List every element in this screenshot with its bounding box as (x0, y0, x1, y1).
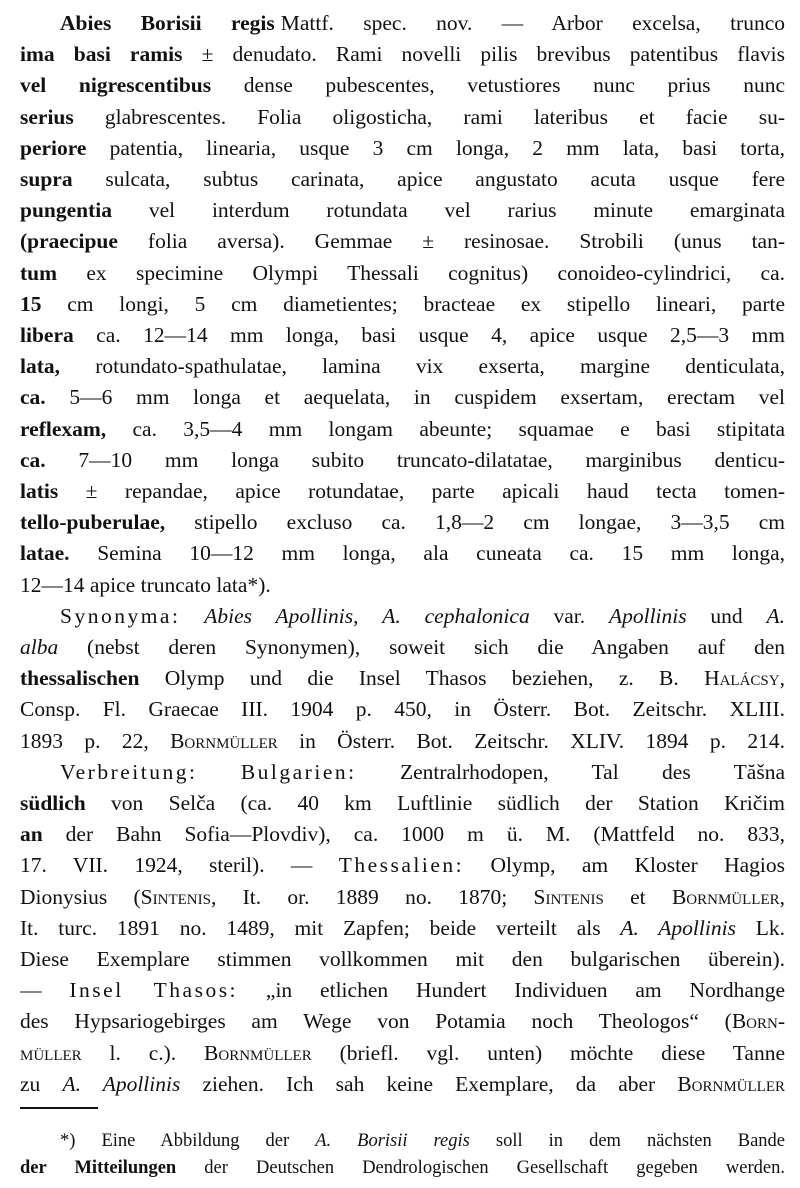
text-segment: tello-puberulae, (20, 510, 166, 535)
text-segment: patentia, linearia, usque 3 cm longa, 2 mm lata, basi torta, (86, 135, 785, 160)
text-line (20, 570, 785, 600)
text-segment: It. turc. 1891 no. 1489, mit Zapfen; beide verteilt als (20, 915, 621, 940)
text-line (20, 507, 785, 537)
text-segment: der Bahn Sofia—Plovdiv), ca. 1000 m ü. M. (Mattfeld no. 833, (42, 822, 785, 847)
text-segment: Insel Thasos: (69, 978, 239, 1003)
text-segment: ca. 3,5—4 mm longam abeunte; squamae e basi stipitata (106, 416, 785, 441)
text-line (20, 195, 785, 225)
text-segment: A. (766, 603, 785, 628)
text-segment: A. Apollinis (620, 915, 736, 940)
text-segment: A. Apollinis (62, 1071, 181, 1096)
text-segment: latis (20, 479, 59, 503)
text-line (20, 1038, 785, 1068)
text-segment: Bulgarien: (240, 759, 357, 784)
text-line (20, 445, 785, 475)
text-segment: ex specimine Olympi Thessali cognitus) conoideo-cylindrici, ca. (57, 260, 785, 285)
text-line (20, 39, 785, 69)
text-segment: serius (20, 104, 74, 129)
text-segment: Abies Apollinis (204, 603, 354, 628)
text-line (60, 8, 785, 38)
text-segment: thessalischen (20, 666, 140, 691)
text-segment: rotundato-spathulatae, lamina vix exserta, margine denticulata, (60, 354, 785, 379)
text-segment: in Österr. Bot. Zeitschr. XLIV. 1894 p. 214. (277, 728, 785, 753)
text-segment: der Mitteilungen (20, 1158, 177, 1178)
text-segment: l. c.). (81, 1040, 205, 1065)
text-line (20, 663, 785, 693)
text-segment: Semina 10—12 mm longa, ala cuneata ca. 15 mm longa, (69, 541, 785, 566)
text-segment: Abies Borisii regis (60, 11, 275, 35)
text-segment: zu (20, 1071, 63, 1096)
text-segment (197, 760, 240, 784)
text-segment: Synonyma: (60, 603, 181, 628)
text-segment: ± repandae, apice rotundatae, parte apicali haud tecta tomen- (58, 479, 785, 503)
text-segment: Lk. (735, 915, 785, 940)
text-segment: Consp. Fl. Graecae III. 1904 p. 450, in Österr. Bot. Zeitschr. XLIII. (20, 697, 785, 722)
footnote-line (60, 1128, 785, 1154)
text-segment: A. cephalonica (382, 603, 530, 628)
text-line (20, 351, 785, 381)
text-segment: 17. VII. 1924, steril). — (20, 853, 339, 878)
text-segment: 1893 p. 22, (20, 728, 171, 753)
text-segment: tum (20, 260, 58, 285)
text-line (20, 382, 785, 412)
text-line (60, 757, 785, 787)
text-segment: , (353, 603, 383, 628)
text-segment: 15 (20, 291, 42, 316)
text-segment: von Selča (ca. 40 km Luftlinie südlich der Station Kričim (85, 791, 785, 815)
text-line (20, 70, 785, 100)
text-segment: ± denudato. Rami novelli pilis brevibus patentibus flavis (182, 42, 785, 67)
text-line (20, 476, 785, 506)
text-segment: ca. (20, 385, 46, 410)
text-line (20, 726, 785, 756)
text-line (20, 819, 785, 849)
text-segment: libera (20, 323, 74, 347)
text-segment: sulcata, subtus carinata, apice angustato acuta usque fere (72, 167, 785, 191)
text-segment: var. (529, 603, 609, 628)
text-line (20, 102, 785, 132)
text-line (20, 632, 785, 662)
text-line (20, 538, 785, 568)
text-line (20, 788, 785, 818)
text-segment: ca. (20, 447, 46, 472)
text-segment: Apollinis (608, 603, 687, 628)
text-segment: und (686, 603, 767, 628)
text-segment: latae. (20, 541, 70, 566)
text-segment: Bornmüller (170, 728, 278, 753)
footnote-line (20, 1155, 785, 1181)
text-segment: (briefl. vgl. unten) möchte diese Tanne (311, 1040, 785, 1065)
text-segment: Thessalien: (338, 853, 465, 878)
text-line (20, 320, 785, 350)
text-segment: Sintenis (533, 884, 604, 909)
text-segment: alba (20, 635, 59, 659)
text-line (60, 601, 785, 631)
text-segment: — (20, 978, 70, 1003)
text-line (20, 975, 785, 1005)
text-segment: glabrescentes. Folia oligosticha, rami lateribus et facie su- (73, 104, 785, 129)
text-line (20, 944, 785, 974)
text-segment: stipello excluso ca. 1,8—2 cm longae, 3—3,5 cm (165, 510, 785, 535)
text-segment: et (603, 884, 672, 909)
text-line (20, 289, 785, 319)
text-segment: supra (20, 167, 73, 191)
text-segment: dense pubescentes, vetustiores nunc prius nunc (211, 73, 785, 98)
text-segment: periore (20, 135, 87, 160)
text-line (20, 226, 785, 256)
text-segment: 12—14 apice truncato lata*). (20, 572, 271, 597)
text-segment: ziehen. Ich sah keine Exemplare, da aber (180, 1071, 678, 1096)
footnote-rule (20, 1107, 98, 1109)
text-segment: 5—6 mm longa et aequelata, in cuspidem exsertam, erectam vel (45, 385, 785, 410)
text-line (20, 694, 785, 724)
text-line (20, 913, 785, 943)
text-segment: vel nigrescentibus (20, 73, 212, 98)
text-line (20, 850, 785, 880)
text-segment: soll in dem nächsten Bande (469, 1131, 785, 1151)
text-segment: A. Borisii regis (315, 1131, 470, 1151)
text-segment: Bornmüller (677, 1071, 785, 1096)
text-segment: an (20, 822, 43, 847)
text-line (20, 258, 785, 288)
text-segment: Verbreitung: (60, 759, 198, 784)
text-segment (180, 604, 204, 628)
text-segment: Sintenis, (140, 884, 217, 909)
text-segment: Dionysius ( (20, 884, 141, 909)
text-segment: ima basi ramis (20, 42, 183, 67)
text-segment: Bornmüller (204, 1040, 312, 1065)
text-line (20, 164, 785, 194)
text-segment: der Deutschen Dendrologischen Gesellschaft gegeben werden. (176, 1158, 785, 1178)
text-segment: vel interdum rotundata vel rarius minute emarginata (112, 198, 785, 223)
text-segment: reflexam, (20, 416, 107, 441)
text-segment: Olymp und die Insel Thasos beziehen, z. B. (139, 666, 705, 691)
text-segment: lata, (20, 354, 61, 379)
text-segment: Bornmüller, (671, 884, 785, 909)
text-segment: ca. 12—14 mm longa, basi usque 4, apice usque 2,5—3 mm (73, 323, 785, 347)
text-segment: pungentia (20, 198, 113, 223)
text-segment: „in etlichen Hundert Individuen am Nordhange (238, 978, 785, 1003)
text-segment: Born- (731, 1009, 785, 1034)
text-segment: folia aversa). Gemmae ± resinosae. Strobili (unus tan- (117, 229, 785, 254)
text-line (20, 414, 785, 444)
text-segment: müller (20, 1040, 82, 1065)
text-segment: des Hypsariogebirges am Wege von Potamia noch Theologos“ ( (20, 1009, 732, 1034)
text-segment: (nebst deren Synonymen), soweit sich die Angaben auf den (58, 635, 785, 659)
text-line (20, 133, 785, 163)
text-segment: Diese Exemplare stimmen vollkommen mit den bulgarischen überein). (20, 947, 785, 971)
text-segment: cm longi, 5 cm diametientes; bracteae ex stipello lineari, parte (41, 291, 785, 316)
text-segment: 7—10 mm longa subito truncato-dilatatae, marginibus denticu- (45, 447, 785, 472)
text-segment: Zentralrhodopen, Tal des Tăšna (356, 759, 785, 784)
text-segment: *) Eine Abbildung der (60, 1131, 316, 1151)
text-line (20, 882, 785, 912)
text-segment: Olymp, am Kloster Hagios (464, 853, 785, 878)
text-segment: (praecipue (20, 229, 118, 254)
text-segment: Mattf. spec. nov. — Arbor excelsa, trunco (280, 11, 785, 35)
text-line (20, 1006, 785, 1036)
text-segment: Halácsy, (704, 666, 785, 691)
text-segment: It. or. 1889 no. 1870; (216, 884, 534, 909)
text-line (20, 1069, 785, 1099)
text-segment: südlich (20, 791, 86, 815)
